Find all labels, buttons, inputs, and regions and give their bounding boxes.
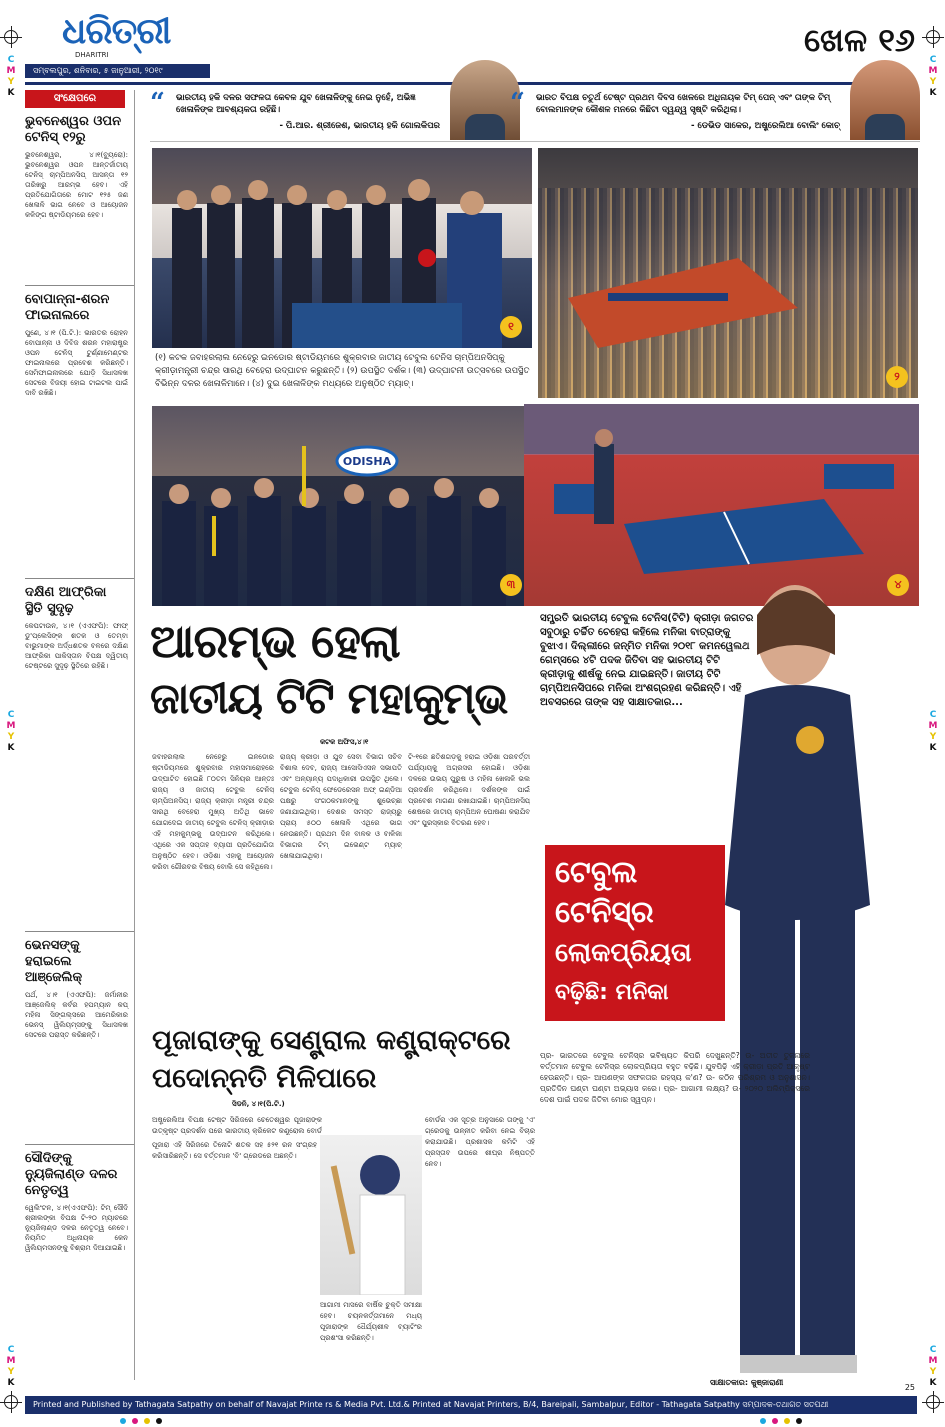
batsman-figure [320,1135,422,1295]
photo-opening-ceremony [152,406,532,606]
quote-box-1 [150,90,520,142]
second-story-column: ଅଷ୍ଟ୍ରେଲିଆ ବିପକ୍ଷ ଟେଷ୍ଟ ସିରିଜରେ ଚେତେଶ୍ୱର ପୂଜାରାଙ୍କ ଉତ୍କୃଷ୍ଟ ପ୍ରଦର୍ଶନ ପରେ ଭାରତୀୟ କ୍ରିକେଟ କଣ୍ଟ୍ରୋଲ ବୋର୍ଡ [152,1116,322,1135]
color-dot [784,1418,790,1424]
brief-body: ପୁଣେ, ୪।୧ (ପି.ଟି.): ଭାରତର ରୋହନ ବୋପାନ୍ନା ଓ ଦିବିଜ ଶରନ ମହାରାଷ୍ଟ୍ର ଓପନ ଟେନିସ୍ ଟୁର୍ଣ୍ଣାମେଣ୍ଟର ଫାଇନାଲରେ ପ୍ରବେଶ କରିଛନ୍ତି। ସେମିଫାଇନାଲରେ ଯୋଡ଼ି ସିଧାସଳଖ ସେଟରେ ବିଜୟୀ ହୋଇ ଟାଇଟଲ ପାଇଁ ଦାବି ରଖିଛି। [25,329,128,397]
photo-pujara [320,1135,422,1295]
brief-body: ପର୍ଥ, ୪।୧ (ଏଏଫପି): ଜର୍ମାନୀର ଆଞ୍ଜେଲିକ୍ କର୍ବର ହପମ୍ୟାନ କପ୍ ମହିଳା ସିଙ୍ଗଲ୍ସରେ ଆମେରିକାର ଭେନସ୍ ୱିଲିୟମ୍ସଙ୍କୁ ସିଧାସଳଖ ସେଟରେ ପରାସ୍ତ କରିଛନ୍ତି। [25,991,128,1039]
second-story-column: ପୂଜାରା ଏହି ସିରିଜରେ ତିନୋଟି ଶତକ ସହ ୫୨୧ ରନ ସଂଗ୍ରହ କରିସାରିଛନ୍ତି। ସେ ବର୍ତ୍ତମାନ 'ବି' ଗ୍ରେଡରେ ଅଛନ୍ତି। [152,1141,317,1160]
main-headline [150,612,535,728]
brief-title: ସୌଦିଙ୍କୁ ନ୍ୟୁଜିଲାଣ୍ଡ ଦଳର ନେତୃତ୍ୱ [25,1151,118,1198]
brief-divider [25,578,134,579]
photo-audience [538,148,918,398]
newspaper-logo-subtitle: DHARITRI [75,51,109,59]
brief-divider [25,931,134,932]
photo-caption: (୧) କଟକ ଜବାହରଲାଲ ନେହେରୁ ଇନଡୋର ଷ୍ଟାଡିୟମରେ ଶୁକ୍ରବାର ଜାତୀୟ ଟେବୁଲ ଟେନିସ ଚାମ୍ପିଅନସିପ୍‌କୁ କ୍ରୀଡ଼ାମନ୍ତ୍ରୀ ଚନ୍ଦ୍ର ସାରଥି ବେହେରା ଉଦ୍‌ଘାଟନ କରୁଛନ୍ତି। (୨) ଉପସ୍ଥିତ ଦର୍ଶକ। (୩) ଉଦ୍‌ଘାଟନୀ ଉତ୍ସବରେ ଉପସ୍ଥିତ ବିଭିନ୍ନ ଦଳର ଖେଳାଳିମାନେ। (୪) ଦୁଇ ଖେଳାଳିଙ୍କ ମଧ୍ୟରେ ଅନୁଷ୍ଠିତ ମ୍ୟାଚ୍। [155,353,530,389]
color-dot [144,1418,150,1424]
ceremony-participants [152,406,532,606]
quote-mark-icon: “ [150,88,165,118]
main-headline-line: ଜାତୀୟ ଟିଟି ମହାକୁମ୍ଭ [150,674,508,724]
feature-headline [545,845,725,1021]
registration-mark-bl [4,1395,18,1409]
color-dot [120,1418,126,1424]
color-dot [796,1418,802,1424]
registration-mark-tr [926,30,940,44]
color-dot [132,1418,138,1424]
cmyk-strip-mr: C M Y K [928,710,938,753]
feature-headline-line: ଟେନିସ୍‌ର [555,895,654,930]
section-page-label: ଖେଳ ୧୬ [804,21,915,59]
issue-dateline: ସମ୍ବଲପୁର, ଶନିବାର, ୫ ଜାନୁଆରୀ, ୨୦୧୯ [25,64,210,78]
brief-item [25,938,134,1138]
feature-headline-line: ଲୋକପ୍ରିୟତା [555,938,692,968]
photo-number-badge: ୧ [500,316,522,338]
main-headline-line: ଆରମ୍ଭ ହେଲା [150,614,400,668]
quote-text: ଭାରତ ବିପକ୍ଷ ଚତୁର୍ଥ ଟେଷ୍ଟ ପ୍ରଥମ ଦିବସ ଖେଳରେ ଅଧିନାୟକ ଟିମ୍ ପେନ୍ ଏବଂ ତାଙ୍କ ଟିମ୍ ବୋଲମାନଙ୍କ କୌଶଳ ମନରେ କିଛିଟା ଦ୍ୱନ୍ଦ୍ୱ ସୃଷ୍ଟି କରିଥିଲା। [536,93,831,115]
brief-item [25,114,134,279]
registration-mark-br [926,1395,940,1409]
photo-inauguration [152,148,532,348]
brief-body: ଭୁବନେଶ୍ୱର, ୪।୧(ବ୍ୟୁରୋ): ଭୁବନେଶ୍ୱର ଓପନ ଆନ୍ତର୍ଜାତୀୟ ଟେନିସ୍ ଚାମ୍ପିଅନସିପ୍ ଆସନ୍ତା ୧୨ ତାରିଖରୁ ଆରମ୍ଭ ହେବ। ଏହି ପ୍ରତିଯୋଗିତାରେ ମୋଟ ୧୨୫ ଜଣ ଖେଳାଳି ଭାଗ ନେବେ ଓ ଆୟୋଜନ କଳିଙ୍ଗ ଷ୍ଟାଡିୟମରେ ହେବ। [25,151,128,219]
photo-number-badge: ୪ [887,574,909,596]
second-story-column: ଆଗାମୀ ମାସରେ ବାର୍ଷିକ ଚୁକ୍ତି ସମୀକ୍ଷା ହେବ। ଚୟନକର୍ତ୍ତାମାନେ ମଧ୍ୟ ପୂଜାରାଙ୍କ ଧୈର୍ଯ୍ୟଶୀଳ ବ୍ୟାଟିଂର ପ୍ରଶଂସା କରିଛନ୍ତି। [320,1301,422,1342]
quote-attribution: - ପି.ଆର. ଶ୍ରୀଜେଶ, ଭାରତୀୟ ହକି ଗୋଲକିପର [279,121,440,131]
main-story-column: ରାଜ୍ୟ କ୍ରୀଡ଼ା ଓ ଯୁବ ସେବା ବିଭାଗ ସଚିବ ବିଶାଲ ଦେବ, ରାଜ୍ୟ ଆସୋସିଏସନ ସଭାପତି ଏବଂ ଅନ୍ୟାନ୍ୟ ପଦାଧିକାରୀ ଉପସ୍ଥିତ ଥିଲେ। ଟେବୁଲ ଟେନିସ୍ ଫେଡେରେସନ ଅଫ୍ ଇଣ୍ଡିଆ ପକ୍ଷରୁ ସଂଗଠକମାନଙ୍କୁ ଶୁଭେଚ୍ଛା ଜଣାଯାଇଥିଲା। ଦେଶର ସମସ୍ତ ରାଜ୍ୟରୁ ପ୍ରାୟ ୫୦୦ ଖେଳାଳି ଏଥିରେ ଭାଗ ନେଉଛନ୍ତି। ପ୍ରଥମ ଦିନ ବାଳକ ଓ ବାଳିକା ବିଭାଗର ଟିମ୍ ଇଭେଣ୍ଟ ମ୍ୟାଚ୍ ଖେଳାଯାଇଥିଲା। [280,753,402,860]
feature-headline-line: ବଢ଼ିଛି: ମନିକା [555,980,669,1005]
color-dot [760,1418,766,1424]
cmyk-strip-br: C M Y K [928,1345,938,1388]
cmyk-strip-bl: C M Y K [6,1345,16,1388]
brief-divider [25,285,134,286]
briefs-header: ସଂକ୍ଷେପରେ [25,90,125,108]
brief-item [25,1151,134,1253]
main-story-dateline: କଟକ ଅଫିସ,୪।୧ [320,738,369,746]
color-dot [772,1418,778,1424]
quote-attribution: - ଡେଭିଡ ସାକେର, ଅଷ୍ଟ୍ରେଲିଆ ବୋଲିଂ କୋଚ୍ [691,121,840,131]
brief-body: କେପଟାଉନ, ୪।୧ (ଏଏଫପି): ଫାଫ୍ ଡୁ'ପ୍ଲେସିଙ୍କ ଶତକ ଓ ତେମ୍ବା ବାଭୁମାଙ୍କ ଅର୍ଦ୍ଧଶତକ ବଳରେ ଦକ୍ଷିଣ ଆଫ୍ରିକା ପାକିସ୍ତାନ ବିପକ୍ଷ ଦ୍ୱିତୀୟ ଟେଷ୍ଟରେ ସୁଦୃଢ଼ ସ୍ଥିତିରେ ରହିଛି। [25,622,128,670]
quote-portrait-image [850,60,920,140]
feature-headline-line: ଟେବୁଲ [555,855,638,890]
second-story-column: ବୋର୍ଡର ଏକ ସୂତ୍ର ଅନୁସାରେ ତାଙ୍କୁ 'ଏ' ଗ୍ରେଡକୁ ଉନ୍ନୀତ କରିବା ନେଇ ବିଚାର କରାଯାଉଛି। ପ୍ରଶାସକ କମିଟି ଏହି ପ୍ରସ୍ତାବ ଉପରେ ଶୀଘ୍ର ନିଷ୍ପତ୍ତି ନେବ। [425,1116,535,1168]
interview-byline: ସାକ୍ଷାତକାର: କୁଞ୍ଜାରାଣୀ [710,1378,784,1387]
main-story-column: ଜବାହରଲାଲ ନେହେରୁ ଇନଡୋର ଷ୍ଟାଡିୟମରେ ଶୁକ୍ରବାର ମହାସମାରୋହରେ ଉଦ୍‌ଘାଟିତ ହୋଇଛି ୮୦ତମ ସିନିୟର ଆନ୍ତଃ ରାଜ୍ୟ ଓ ଜାତୀୟ ଟେବୁଲ ଟେନିସ୍ ଚାମ୍ପିଅନସିପ୍। ରାଜ୍ୟ କ୍ରୀଡ଼ା ମନ୍ତ୍ରୀ ଚନ୍ଦ୍ର ସାରଥି ବେହେରା ମୁଖ୍ୟ ଅତିଥି ଭାବେ ଯୋଗଦେଇ ଜାତୀୟ ଟେବୁଲ ଟେନିସ୍ କ୍ରୀଡ଼ାର ଏହି ମହାକୁମ୍ଭକୁ ଉଦ୍‌ଘାଟନ କରିଥିଲେ। ଏଥିରେ ଏକ ସପ୍ତାହ ବ୍ୟାପୀ ପ୍ରତିଯୋଗିତା ଅନୁଷ୍ଠିତ ହେବ। ଓଡ଼ିଶା ଏହାକୁ ଆୟୋଜନ କରିବା ଗୌରବର ବିଷୟ ବୋଲି ସେ କହିଥିଲେ। [152,753,274,871]
brief-title: ଭୁବନେଶ୍ୱର ଓପନ ଟେନିସ୍ ୧୨ରୁ [25,114,122,145]
quote-mark-icon: “ [510,88,525,118]
quote-box-2 [510,90,920,142]
quote-text: ଭାରତୀୟ ହକି ଦଳର ସଫଳତା କେବଳ ଯୁବ ଖେଳାଳିଙ୍କୁ ନେଇ ନୁହେଁ, ଅଭିଜ୍ଞ ଖେଳାଳିଙ୍କ ଆବଶ୍ୟକତା ରହିଛି। [176,93,416,115]
inauguration-figures [152,148,532,348]
brief-item [25,292,134,572]
cmyk-strip-tr: C M Y K [928,55,938,98]
second-headline [152,1022,537,1098]
interview-qa: ପ୍ର- ଭାରତରେ ଟେବୁଲ ଟେନିସ୍‌ର ଭବିଷ୍ୟତ କିପରି ଦେଖୁଛନ୍ତି? ଉ- ଅତୀତ ତୁଳନାରେ ବର୍ତ୍ତମାନ ଟେବୁଲ ଟେନିସ୍‌ର ଲୋକପ୍ରିୟତା ବହୁତ ବଢ଼ିଛି। ଯୁବପିଢ଼ି ଏହି କ୍ରୀଡ଼ା ପ୍ରତି ଆକୃଷ୍ଟ ହେଉଛନ୍ତି। ପ୍ର- ଆପଣଙ୍କ ସଫଳତାର ରହସ୍ୟ କ'ଣ? ଉ- କଠିନ ପରିଶ୍ରମ ଓ ଅନୁଶାସନ। ପ୍ରତିଦିନ ଘଣ୍ଟା ଘଣ୍ଟା ଅଭ୍ୟାସ କରେ। ପ୍ର- ଆଗାମୀ ଲକ୍ଷ୍ୟ? ଉ- ୨୦୨୦ ଅଲିମ୍ପିକ୍ସରେ ଦେଶ ପାଇଁ ପଦକ ଜିତିବା ମୋର ସ୍ୱପ୍ନ। [540,1051,810,1104]
print-imprint: Printed and Published by Tathagata Satpathy on behalf of Navajat Printe rs & Media Pvt. Ltd.& Printed at Navajat Printers, B/4, Bareipali, Sambalpur, Editor - Tathagata Satpathy ସମ୍ପାଦକ-ତଥାଗତ ସତପଥୀ [25,1396,917,1414]
second-headline-line: ପଦୋନ୍ନତି ମିଳିପାରେ [152,1063,377,1094]
brief-title: ଦକ୍ଷିଣ ଆଫ୍ରିକା ସ୍ଥିତି ସୁଦୃଢ଼ [25,585,107,616]
cmyk-strip-tl: C M Y K [6,55,16,98]
photo-number-badge: ୩ [500,574,522,596]
news-briefs-sidebar [25,90,135,1380]
photo-number-badge: ୨ [886,366,908,388]
odisha-placard-text: ODISHA [342,455,392,468]
main-story-column: ଟି-୧ରେ ଛତିଶଗଡ଼କୁ ହରାଇ ଓଡ଼ିଶା ପରବର୍ତ୍ତୀ ପର୍ଯ୍ୟାୟକୁ ଅଗ୍ରସର ହୋଇଛି। ଓଡ଼ିଶା ଦଳରେ ଉଭୟ ପୁରୁଷ ଓ ମହିଳା ଖେଳାଳି ଭଲ ପ୍ରଦର୍ଶନ କରିଥିଲେ। ଦର୍ଶକଙ୍କ ପାଇଁ ପ୍ରବେଶ ମାଗଣା ରଖାଯାଇଛି। ଚାମ୍ପିଅନସିପ୍ ଶେଷରେ ଜାତୀୟ ଚାମ୍ପିଅନ ଘୋଷଣା କରାଯିବ ଏବଂ ପୁରସ୍କାର ବିତରଣ ହେବ। [408,753,530,827]
brief-body: ୱେଲିଂଟନ, ୪।୧(ଏଏଫପି): ଟିମ୍ ସୌଦି ଶ୍ରୀଲଙ୍କା ବିପକ୍ଷ ଟି-୨୦ ମ୍ୟାଚରେ ନ୍ୟୁଜିଲାଣ୍ଡ ଦଳର ନେତୃତ୍ୱ ନେବେ। ନିୟମିତ ଅଧିନାୟକ କେନ ୱିଲିୟମସନଙ୍କୁ ବିଶ୍ରାମ ଦିଆଯାଇଛି। [25,1204,128,1252]
feature-intro: ସମ୍ପ୍ରତି ଭାରତୀୟ ଟେବୁଲ ଟେନିସ(ଟିଟି) କ୍ରୀଡ଼ା ଜଗତର ସବୁଠାରୁ ଚର୍ଚ୍ଚିତ ଚେହେରା କହିଲେ ମନିକା ବାତ୍ରାଙ୍କୁ ବୁଝାଏ। ଦିଲ୍ଲୀରେ ଜନ୍ମିତ ମନିକା ୨୦୧୮ କମନୱେଲଥ ଗେମ୍ସରେ ୪ଟି ପଦକ ଜିତିବା ସହ ଭାରତୀୟ ଟିଟି କ୍ରୀଡ଼ାକୁ ଶୀର୍ଷକୁ ନେଇ ଯାଇଛନ୍ତି। ଜାତୀୟ ଟିଟି ଚାମ୍ପିଅନସିପରେ ମନିକା ଅଂଶଗ୍ରହଣ କରିଛନ୍ତି। ଏହି ଅବସରରେ ତାଙ୍କ ସହ ସାକ୍ଷାତକାର... [540,613,754,708]
newspaper-logo: ଧରିତ୍ରୀ [62,11,171,52]
registration-mark-tl [4,30,18,44]
cmyk-strip-ml: C M Y K [6,710,16,753]
brief-item [25,585,134,925]
second-headline-line: ପୂଜାରାଙ୍କୁ ସେଣ୍ଟ୍ରାଲ କଣ୍ଟ୍ରାକ୍ଟରେ [152,1025,511,1056]
second-story-dateline: ସିଡନି, ୪।୧(ପି.ଟି.) [232,1100,285,1108]
page-number: 25 [904,1383,915,1392]
brief-title: ବୋପାନ୍ନା-ଶରନ ଫାଇନାଲରେ [25,292,110,323]
color-dot [156,1418,162,1424]
brief-divider [25,1144,134,1145]
arena-floor [538,148,918,398]
brief-title: ଭେନସଙ୍କୁ ହରାଇଲେ ଆଞ୍ଜେଲିକ୍ [25,938,83,985]
